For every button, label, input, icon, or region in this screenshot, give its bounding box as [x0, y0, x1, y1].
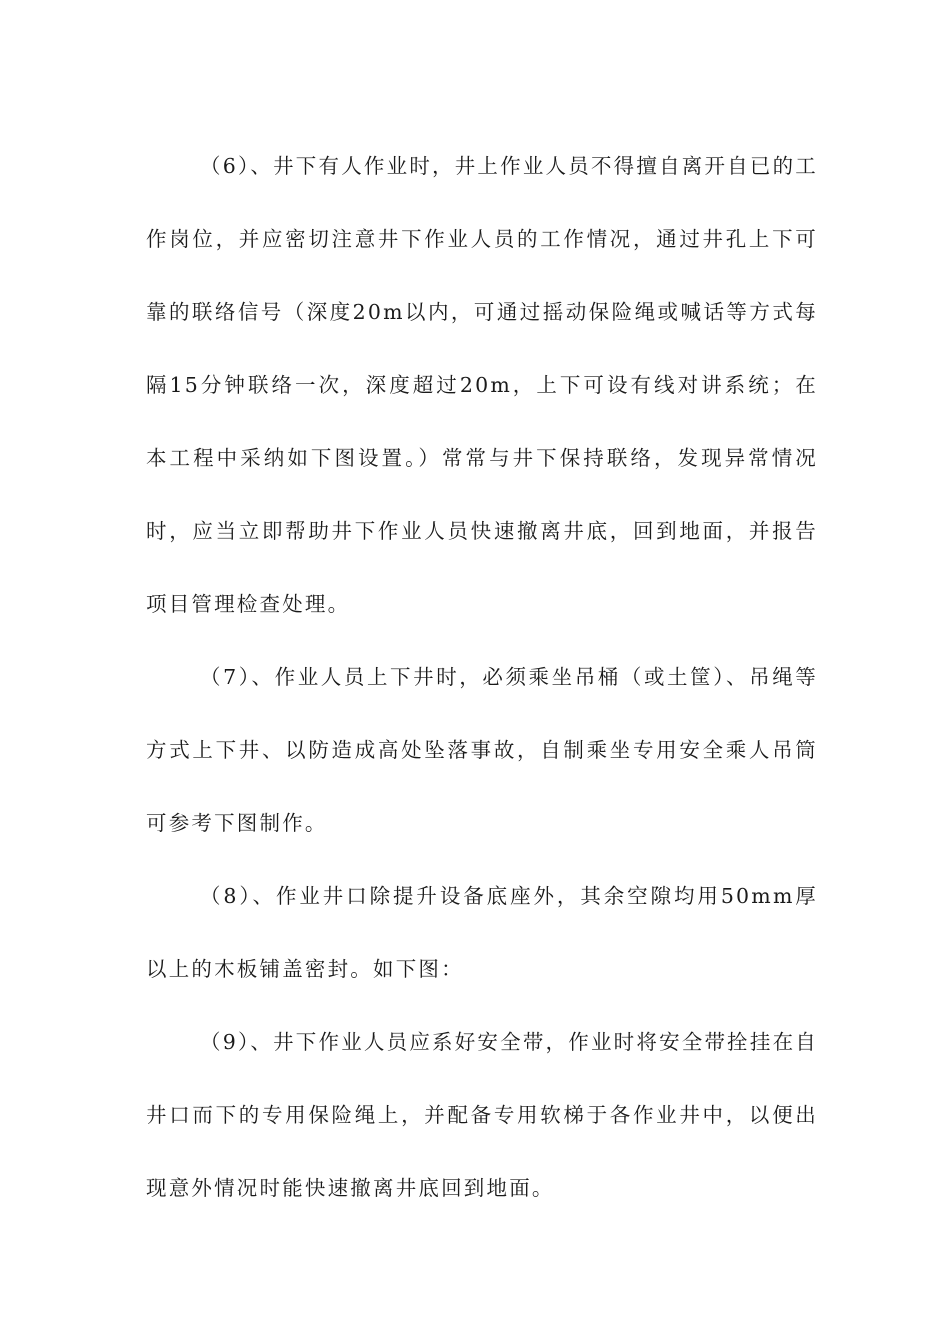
paragraph-6: （6）、井下有人作业时，井上作业人员不得擅自离开自已的工作岗位，并应密切注意井下作业人员的工作情况，通过井孔上下可靠的联络信号（深度20m以内，可通过摇动保险绳或喊话等方式每隔15分钟联络一次，深度超过20m，上下可设有线对讲系统；在本工程中采纳如下图设置。）常常与井下保持联络，发现异常情况时，应当立即帮助井下作业人员快速撤离井底，回到地面，并报告项目管理检查处理。 [146, 154, 818, 616]
document-body [146, 130, 818, 1225]
paragraph-9: （9）、井下作业人员应系好安全带，作业时将安全带拴挂在自井口而下的专用保险绳上，并配备专用软梯于各作业井中，以便出现意外情况时能快速撤离井底回到地面。 [146, 1030, 818, 1200]
paragraph-7: （7）、作业人员上下井时，必须乘坐吊桶（或土筐）、吊绳等方式上下井、以防造成高处坠落事故，自制乘坐专用安全乘人吊筒可参考下图制作。 [146, 665, 818, 835]
paragraph-8: （8）、作业井口除提升设备底座外，其余空隙均用50mm厚以上的木板铺盖密封。如下图： [146, 884, 818, 981]
